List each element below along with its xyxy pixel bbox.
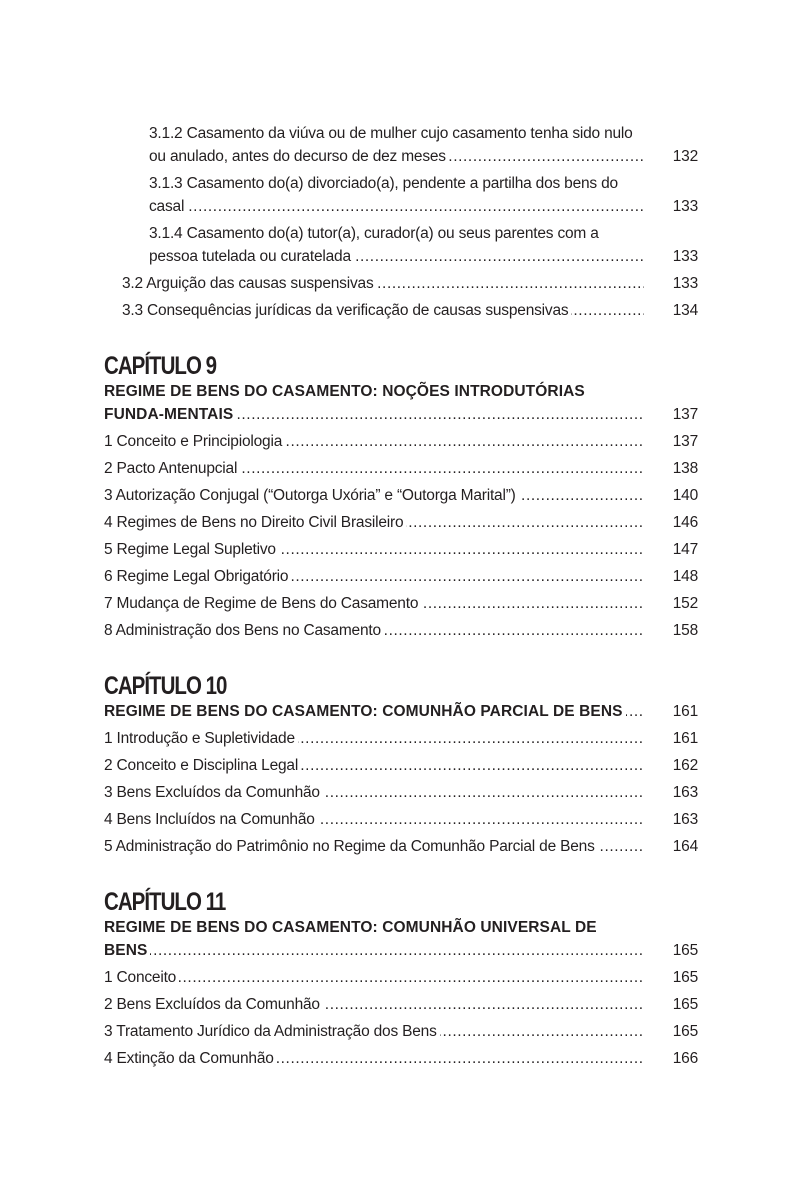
toc-entry-label: 3.2 Arguição das causas suspensivas bbox=[122, 275, 377, 292]
chapter-title-entry[interactable] bbox=[104, 916, 698, 962]
toc-entry-label: 3.1.2 Casamento da viúva ou de mulher cujo casamento tenha sido nulo ou anulado, antes do decurso de dez meses bbox=[149, 125, 633, 165]
toc-entry[interactable] bbox=[104, 835, 698, 858]
toc-entry[interactable] bbox=[104, 457, 698, 480]
toc-entry-label: 2 Pacto Antenupcial bbox=[104, 460, 240, 477]
toc-entry-page: 133 bbox=[672, 275, 698, 292]
toc-entry[interactable] bbox=[104, 430, 698, 453]
chapter-heading: CAPÍTULO 9 bbox=[104, 352, 217, 380]
toc-entry[interactable] bbox=[104, 993, 698, 1016]
toc-entry-page: 147 bbox=[672, 541, 698, 558]
toc-entry[interactable] bbox=[104, 1047, 698, 1070]
toc-entry-page: 162 bbox=[672, 757, 698, 774]
toc-entry[interactable] bbox=[104, 727, 698, 750]
toc-entry-label: 4 Regimes de Bens no Direito Civil Brasileiro bbox=[104, 514, 406, 531]
toc-entry-page: 163 bbox=[672, 784, 698, 801]
toc-entry-label: 2 Conceito e Disciplina Legal bbox=[104, 757, 301, 774]
chapter-title: REGIME DE BENS DO CASAMENTO: COMUNHÃO PARCIAL DE BENS bbox=[104, 703, 626, 720]
toc-entry[interactable] bbox=[104, 781, 698, 804]
toc-entry-page: 164 bbox=[672, 838, 698, 855]
toc-entry-label: 8 Administração dos Bens no Casamento bbox=[104, 622, 384, 639]
toc-entry-page: 148 bbox=[672, 568, 698, 585]
toc-entry-page: 140 bbox=[672, 487, 698, 504]
toc-entry-label: 3.3 Consequências jurídicas da verificação de causas suspensivas bbox=[122, 302, 571, 319]
toc-entry[interactable] bbox=[104, 172, 698, 218]
toc-entry-label: 3.1.3 Casamento do(a) divorciado(a), pendente a partilha dos bens do casal bbox=[149, 175, 618, 215]
toc-entry-page: 138 bbox=[672, 460, 698, 477]
chapter-title: REGIME DE BENS DO CASAMENTO: COMUNHÃO UNIVERSAL DE BENS bbox=[104, 919, 597, 959]
toc-entry[interactable] bbox=[104, 754, 698, 777]
toc-entry-label: 4 Extinção da Comunhão bbox=[104, 1050, 277, 1067]
toc-entry-page: 137 bbox=[672, 433, 698, 450]
chapter-title-page: 161 bbox=[672, 703, 698, 720]
table-of-contents bbox=[104, 122, 698, 1074]
chapter-9 bbox=[104, 352, 698, 642]
chapter-title-entry[interactable] bbox=[104, 380, 698, 426]
toc-entry-label: 3 Autorização Conjugal (“Outorga Uxória” e “Outorga Marital”) bbox=[104, 487, 519, 504]
toc-entry[interactable] bbox=[104, 122, 698, 168]
toc-entry-page: 133 bbox=[672, 198, 698, 215]
chapter-title-page: 137 bbox=[672, 406, 698, 423]
toc-entry[interactable] bbox=[104, 272, 698, 295]
toc-entry[interactable] bbox=[104, 484, 698, 507]
toc-entry-label: 5 Administração do Patrimônio no Regime da Comunhão Parcial de Bens bbox=[104, 838, 598, 855]
toc-entry-page: 134 bbox=[672, 302, 698, 319]
chapter-title-entry[interactable] bbox=[104, 700, 698, 723]
toc-entry[interactable] bbox=[104, 808, 698, 831]
toc-entry[interactable] bbox=[104, 565, 698, 588]
toc-entry[interactable] bbox=[104, 538, 698, 561]
toc-entry-page: 158 bbox=[672, 622, 698, 639]
chapter-heading: CAPÍTULO 10 bbox=[104, 672, 227, 700]
chapter-title-page: 165 bbox=[672, 942, 698, 959]
toc-entry-label: 2 Bens Excluídos da Comunhão bbox=[104, 996, 323, 1013]
toc-entry-page: 166 bbox=[672, 1050, 698, 1067]
toc-entry-label: 1 Conceito e Principiologia bbox=[104, 433, 285, 450]
toc-entry-label: 6 Regime Legal Obrigatório bbox=[104, 568, 291, 585]
toc-entry[interactable] bbox=[104, 592, 698, 615]
toc-entry-label: 7 Mudança de Regime de Bens do Casamento bbox=[104, 595, 421, 612]
continued-entries bbox=[104, 122, 698, 322]
chapter-title: REGIME DE BENS DO CASAMENTO: NOÇÕES INTRODUTÓRIAS FUNDA-MENTAIS bbox=[104, 383, 585, 423]
chapter-heading: CAPÍTULO 11 bbox=[104, 888, 226, 916]
toc-entry-label: 3 Bens Excluídos da Comunhão bbox=[104, 784, 323, 801]
toc-entry-page: 165 bbox=[672, 969, 698, 986]
toc-entry[interactable] bbox=[104, 299, 698, 322]
toc-entry-page: 165 bbox=[672, 996, 698, 1013]
chapter-11 bbox=[104, 888, 698, 1070]
toc-entry[interactable] bbox=[104, 619, 698, 642]
toc-entry-page: 132 bbox=[672, 148, 698, 165]
toc-entry-label: 3 Tratamento Jurídico da Administração dos Bens bbox=[104, 1023, 440, 1040]
toc-entry-label: 1 Introdução e Supletividade bbox=[104, 730, 298, 747]
toc-entry-label: 3.1.4 Casamento do(a) tutor(a), curador(a) ou seus parentes com a pessoa tutelada ou curatelada bbox=[149, 225, 599, 265]
toc-entry[interactable] bbox=[104, 966, 698, 989]
toc-entry-label: 4 Bens Incluídos na Comunhão bbox=[104, 811, 318, 828]
toc-entry-page: 146 bbox=[672, 514, 698, 531]
chapter-10 bbox=[104, 672, 698, 858]
toc-entry-page: 165 bbox=[672, 1023, 698, 1040]
toc-entry-label: 1 Conceito bbox=[104, 969, 179, 986]
toc-entry-label: 5 Regime Legal Supletivo bbox=[104, 541, 279, 558]
toc-entry[interactable] bbox=[104, 511, 698, 534]
toc-entry[interactable] bbox=[104, 222, 698, 268]
toc-entry[interactable] bbox=[104, 1020, 698, 1043]
toc-entry-page: 161 bbox=[672, 730, 698, 747]
toc-entry-page: 163 bbox=[672, 811, 698, 828]
toc-entry-page: 152 bbox=[672, 595, 698, 612]
toc-entry-page: 133 bbox=[672, 248, 698, 265]
